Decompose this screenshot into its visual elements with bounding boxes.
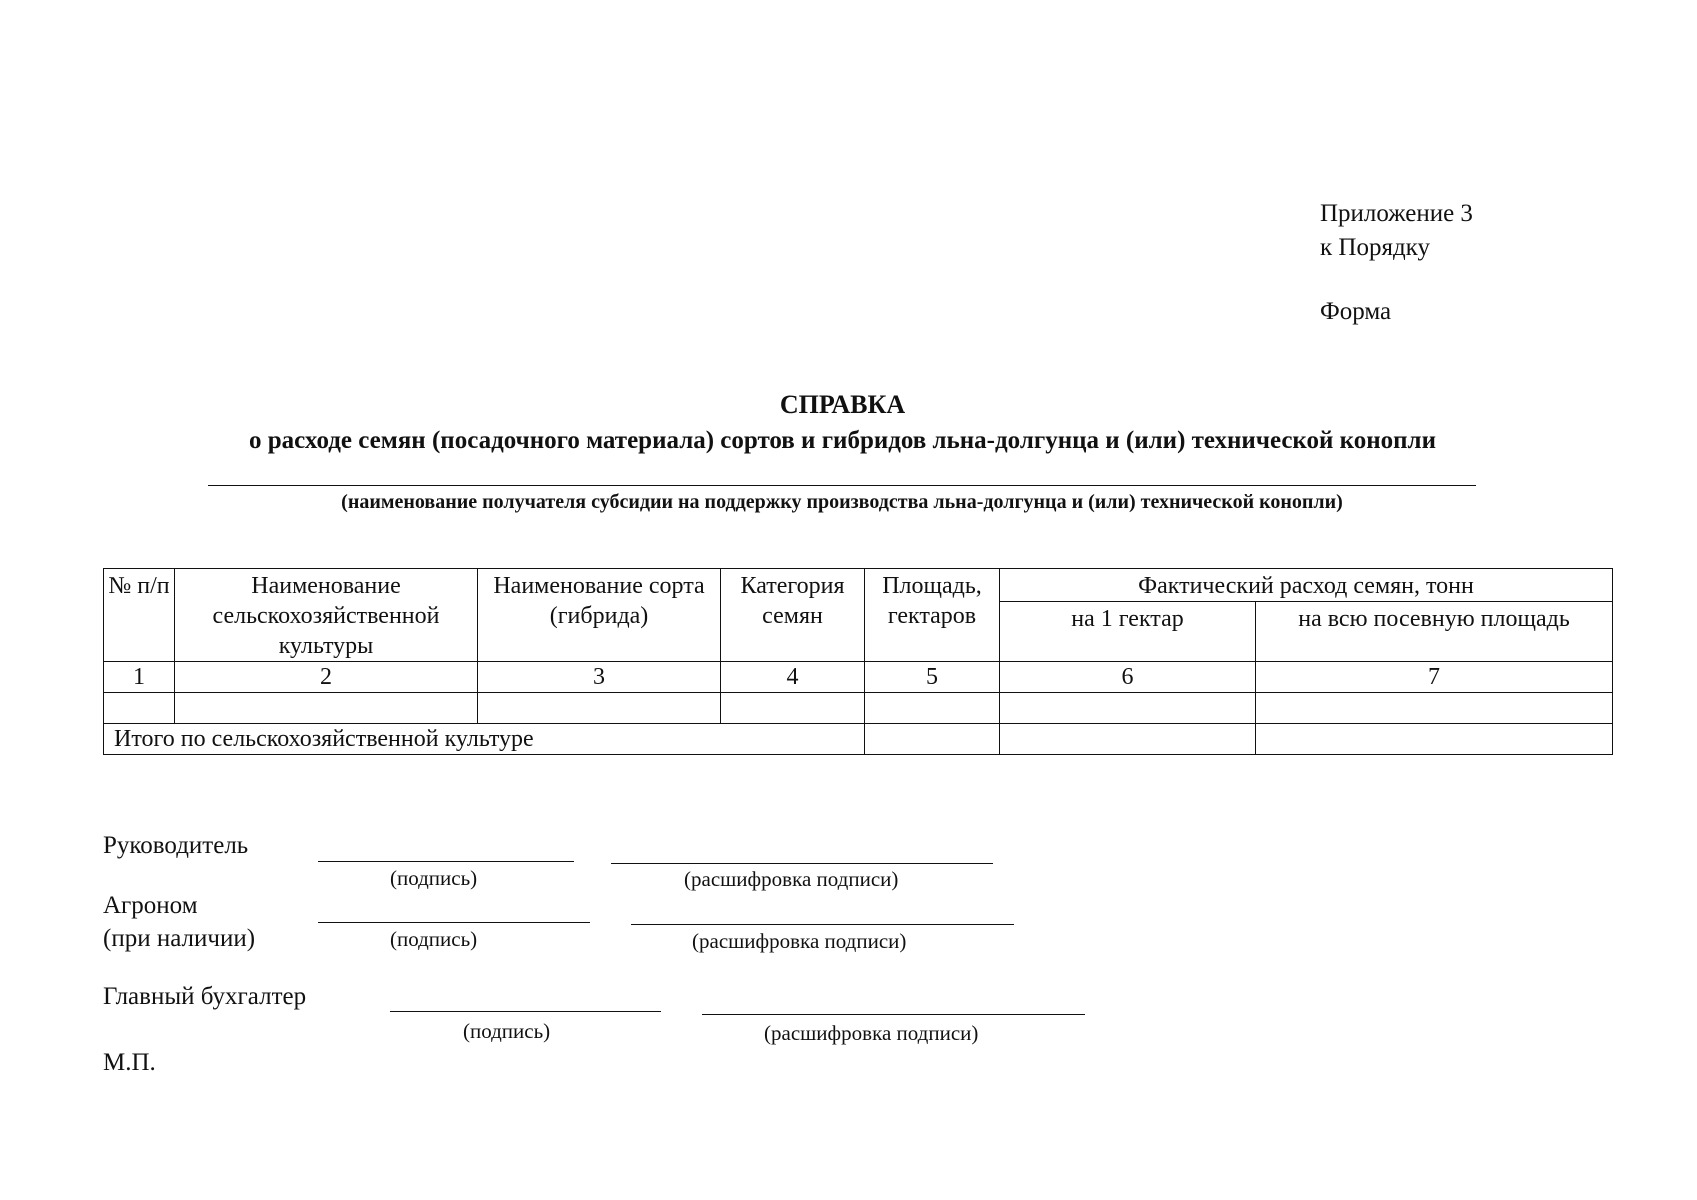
column-number: 3: [478, 662, 721, 693]
form-label: Форма: [1320, 298, 1392, 325]
total-label: Итого по сельскохозяйственной культуре: [104, 724, 865, 755]
column-number: 6: [1000, 662, 1256, 693]
seed-consumption-table: [103, 568, 1613, 755]
appendix-block: [1320, 197, 1473, 329]
column-number: 1: [104, 662, 175, 693]
agronomist-signature-line: [318, 922, 590, 923]
stamp-place-label: М.П.: [103, 1049, 156, 1076]
header-per-hectare: на 1 гектар: [1000, 602, 1256, 662]
chief-accountant-signature-line: [390, 1011, 661, 1012]
header-crop: Наименование сельскохозяйственной культуры: [175, 569, 478, 662]
document-title: СПРАВКА: [779, 390, 906, 419]
head-label: Руководитель: [103, 832, 249, 859]
appendix-reference: к Порядку: [1320, 234, 1430, 261]
table-header-row: [104, 569, 1613, 602]
chief-accountant-decoding-line: [702, 1014, 1085, 1015]
total-row: [104, 724, 1613, 755]
table-row: [104, 693, 1613, 724]
empty-cell: [865, 693, 1000, 724]
empty-cell: [865, 724, 1000, 755]
empty-cell: [478, 693, 721, 724]
header-category: Категория семян: [721, 569, 865, 662]
column-number: 5: [865, 662, 1000, 693]
header-variety: Наименование сорта (гибрида): [478, 569, 721, 662]
column-number: 4: [721, 662, 865, 693]
head-signature-caption: (подпись): [390, 866, 478, 890]
chief-accountant-decoding-caption: (расшифровка подписи): [764, 1021, 979, 1045]
agronomist-signature-caption: (подпись): [390, 927, 478, 951]
head-decoding-line: [611, 863, 993, 864]
chief-accountant-signature-caption: (подпись): [463, 1019, 551, 1043]
header-total-area: на всю посевную площадь: [1256, 602, 1613, 662]
recipient-caption: (наименование получателя субсидии на поддержку производства льна-долгунца и (или) технической конопли): [341, 491, 1343, 513]
agronomist-decoding-line: [631, 924, 1014, 925]
head-signature-line: [318, 861, 574, 862]
head-decoding-caption: (расшифровка подписи): [684, 867, 899, 891]
agronomist-decoding-caption: (расшифровка подписи): [692, 929, 907, 953]
header-num: № п/п: [104, 569, 175, 662]
agronomist-note: (при наличии): [103, 925, 256, 952]
empty-cell: [1000, 693, 1256, 724]
empty-cell: [1256, 724, 1613, 755]
header-area: Площадь, гектаров: [865, 569, 1000, 662]
empty-cell: [1256, 693, 1613, 724]
chief-accountant-label: Главный бухгалтер: [103, 983, 307, 1010]
column-number-row: [104, 662, 1613, 693]
header-actual-consumption: Фактический расход семян, тонн: [1000, 569, 1613, 602]
appendix-number: Приложение 3: [1320, 200, 1473, 227]
empty-cell: [175, 693, 478, 724]
column-number: 2: [175, 662, 478, 693]
document-subtitle: о расходе семян (посадочного материала) сортов и гибридов льна-долгунца и (или) технической конопли: [249, 427, 1436, 454]
agronomist-label: Агроном: [103, 892, 198, 919]
column-number: 7: [1256, 662, 1613, 693]
empty-cell: [1000, 724, 1256, 755]
recipient-blank-line: [208, 485, 1476, 486]
empty-cell: [104, 693, 175, 724]
empty-cell: [721, 693, 865, 724]
